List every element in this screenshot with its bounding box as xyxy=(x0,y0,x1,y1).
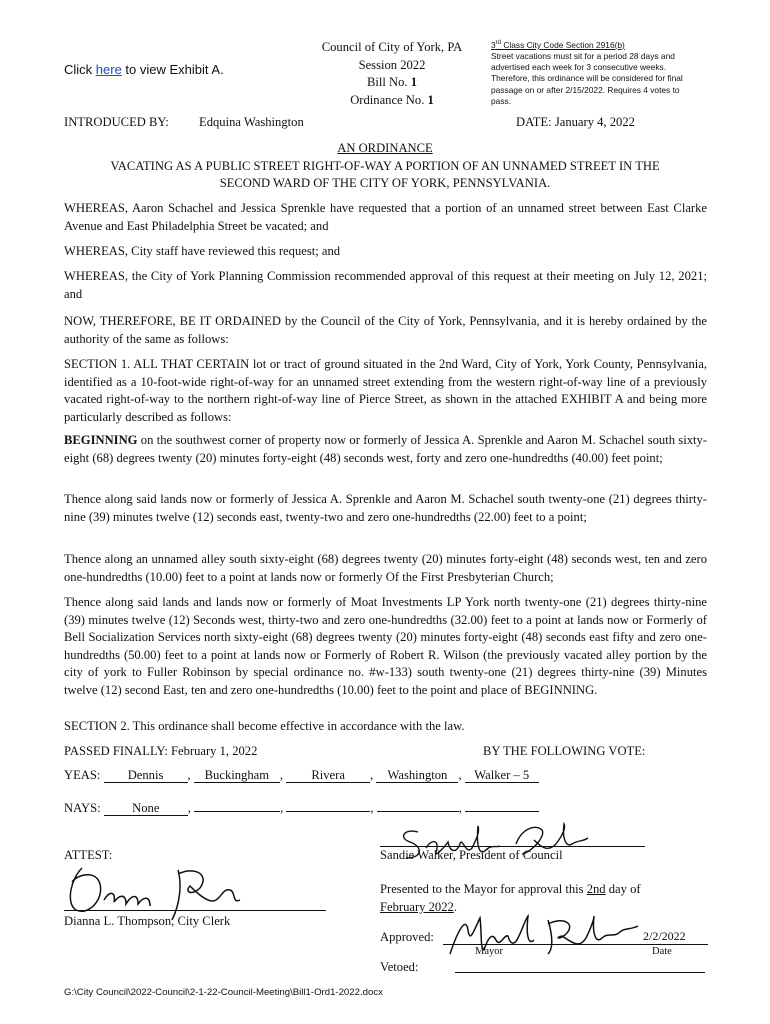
ordinance-heading: AN ORDINANCE xyxy=(337,141,433,155)
nay-vote xyxy=(286,797,370,812)
vetoed-label: Vetoed: xyxy=(380,960,419,974)
file-path-footer: G:\City Council\2022-Council\2-1-22-Council-Meeting\Bill1-Ord1-2022.docx xyxy=(64,987,383,998)
nay-vote xyxy=(377,797,459,812)
yea-vote: Dennis xyxy=(104,768,188,783)
whereas-planning: WHEREAS, the City of York Planning Commission recommended approval of this request at their meeting on July 12, 2021; and xyxy=(64,269,707,301)
date-caption: Date xyxy=(652,946,672,957)
nay-vote xyxy=(194,797,280,812)
thence-paragraph: Thence along said lands and lands now or formerly of Moat Investments LP York north twenty-one (21) degrees thirty-nine (39) minutes twelve (12) Seconds west, thirty-two and zero one-hundredths (32.00) feet to a point at lands now or Formerly of Bell Socialization Services north sixty-eight (68) degrees twenty (20) minutes forty-eight (48) seconds east fifty and zero one-hundredths (50.00) feet to a point at lands now or Formerly of Robert R. Wilson (the previously vacated alley portion by the city of york to Fuller Robinson by special ordinance no. #w-133) south twenty-one (21) degrees thirty-nine (39) Minutes twelve (12) second East, ten and zero one-hundredths (10.00) feet to the point and place of BEGINNING. xyxy=(64,595,707,697)
exhibit-link-prefix: Click xyxy=(64,62,96,77)
exhibit-link-line xyxy=(64,62,224,77)
mayor-caption: Mayor xyxy=(475,946,503,957)
attest-label: ATTEST: xyxy=(64,848,113,862)
section-1: SECTION 1. ALL THAT CERTAIN lot or tract of ground situated in the 2nd Ward, City of York, York County, Pennsylvania, identified as a 10-foot-wide right-of-way for an unnamed street extending from the western right-of-way line of a previously vacated right-of-way to the northern right-of-way line of Pierce Street, as shown in the attached EXHIBIT A and being more particularly described as follows: xyxy=(64,357,707,424)
presented-to-mayor: Presented to the Mayor for approval this 2nd day of February 2022. xyxy=(380,882,641,914)
by-the-following-vote: BY THE FOLLOWING VOTE: xyxy=(483,744,646,758)
beginning-paragraph: BEGINNING on the southwest corner of property now or formerly of Jessica A. Sprenkle and Aaron M. Schachel south sixty-eight (68) degrees twenty (20) minutes forty-eight (48) seconds west, forty and zero one-hundredths (40.00) feet point; xyxy=(64,433,707,465)
whereas-review: WHEREAS, City staff have reviewed this request; and xyxy=(64,244,341,258)
exhibit-a-link[interactable]: here xyxy=(95,62,122,77)
code-note-line: Therefore, this ordinance will be considered for final xyxy=(491,73,683,84)
nay-vote xyxy=(465,797,539,812)
nays-row: NAYS: None , , , , xyxy=(64,797,539,816)
president-name: Sandie Walker, President of Council xyxy=(380,848,563,862)
mayor-signature xyxy=(444,910,644,960)
introduced-date: DATE: January 4, 2022 xyxy=(516,115,635,129)
section-2: SECTION 2. This ordinance shall become effective in accordance with the law. xyxy=(64,719,465,733)
yea-vote: Washington xyxy=(376,768,458,783)
yeas-label: YEAS: xyxy=(64,768,101,782)
code-note xyxy=(491,38,706,107)
nay-vote: None xyxy=(104,801,188,816)
presented-month: February 2022 xyxy=(380,900,454,914)
introduced-by-label: INTRODUCED BY: xyxy=(64,115,169,129)
vetoed-line xyxy=(455,972,705,973)
ordinance-title xyxy=(40,140,730,193)
yeas-row: YEAS: Dennis , Buckingham , Rivera , Washington , Walker – 5 xyxy=(64,768,539,783)
code-note-line: Street vacations must sit for a period 28 days and xyxy=(491,51,675,61)
ordinance-number: Ordinance No. 1 xyxy=(350,92,434,107)
passed-finally: PASSED FINALLY: February 1, 2022 xyxy=(64,744,258,758)
bill-number: Bill No. 1 xyxy=(366,75,418,89)
bill-header xyxy=(292,39,492,109)
approved-label: Approved: xyxy=(380,930,434,944)
introduced-by-name: Edquina Washington xyxy=(199,115,304,129)
thence-paragraph: Thence along said lands now or formerly of Jessica A. Sprenkle and Aaron M. Schachel south twenty-one (21) degrees thirty-nine (39) minutes twelve (12) seconds east, twenty-two and zero one-hundredths (22.00) feet to a point; xyxy=(64,492,707,524)
yea-vote: Walker – 5 xyxy=(465,768,539,783)
session: Session 2022 xyxy=(358,57,426,72)
thence-paragraph: Thence along an unnamed alley south sixty-eight (68) degrees twenty (20) minutes forty-eight (48) seconds west, ten and zero one-hundredths (10.00) feet to a point at lands now or formerly Of the First Presbyterian Church; xyxy=(64,552,707,584)
yea-vote: Buckingham xyxy=(194,768,280,783)
clerk-name: Dianna L. Thompson, City Clerk xyxy=(64,914,231,928)
ordinance-title-line: SECOND WARD OF THE CITY OF YORK, PENNSYLVANIA. xyxy=(219,176,551,190)
code-note-line: passage on or after 2/15/2022. Requires 4 votes to xyxy=(491,84,680,95)
approved-date: 2/2/2022 xyxy=(643,929,686,943)
yea-vote: Rivera xyxy=(286,768,370,783)
nays-label: NAYS: xyxy=(64,801,101,815)
exhibit-link-suffix: to view Exhibit A. xyxy=(121,62,224,77)
presented-day: 2nd xyxy=(586,882,606,896)
now-therefore: NOW, THEREFORE, BE IT ORDAINED by the Council of the City of York, Pennsylvania, and it is hereby ordained by the authority of the same as follows: xyxy=(64,314,707,346)
code-note-line: pass. xyxy=(491,95,512,106)
council-name: Council of City of York, PA xyxy=(321,40,463,54)
whereas-request: WHEREAS, Aaron Schachel and Jessica Sprenkle have requested that a portion of an unnamed street between East Clarke Avenue and East Philadelphia Street be vacated; and xyxy=(64,201,707,233)
ordinance-title-line: VACATING AS A PUBLIC STREET RIGHT-OF-WAY A PORTION OF AN UNNAMED STREET IN THE xyxy=(110,158,660,173)
code-note-title: 3rd Class City Code Section 2916(b) xyxy=(491,39,625,50)
code-note-line: advertised each week for 3 consecutive weeks. xyxy=(491,62,667,73)
